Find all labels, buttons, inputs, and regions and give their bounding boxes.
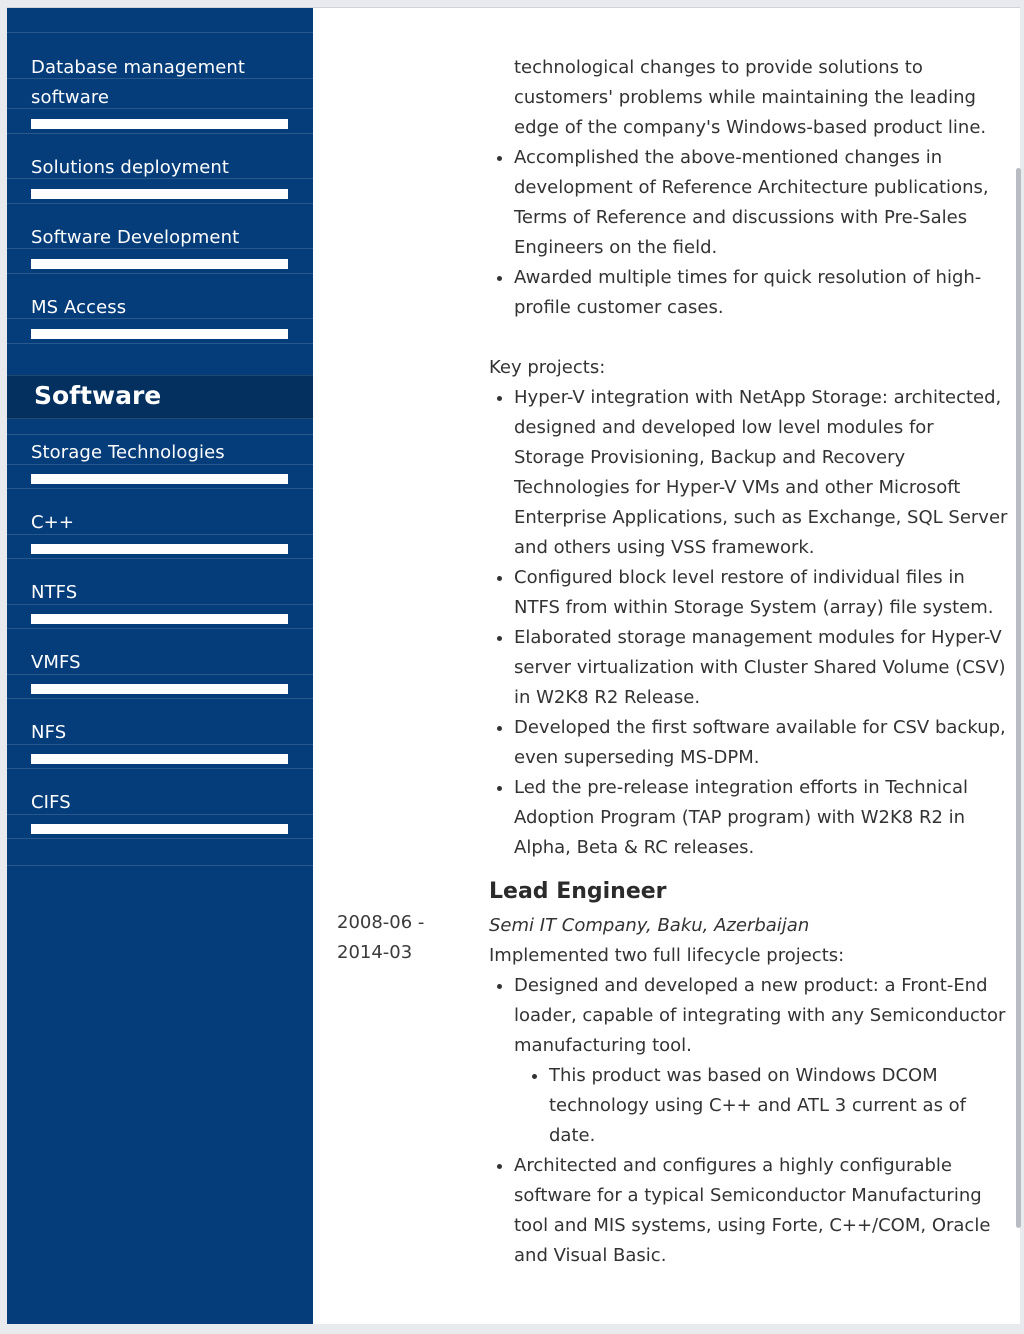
section-heading-software [7, 375, 313, 419]
divider [7, 32, 313, 33]
skill-name: Software Development [31, 227, 240, 248]
skill-name: Storage Technologies [31, 442, 225, 463]
divider [7, 434, 313, 435]
divider [7, 273, 313, 274]
skill-name: Database management software [31, 57, 246, 108]
resume-page [7, 7, 1020, 1324]
job-date-end: 2014-03 [337, 942, 413, 963]
skill-name: CIFS [31, 792, 71, 813]
job-company: Semi IT Company, Baku, Azerbaijan [489, 915, 810, 936]
job-date-start: 2008-06 - [337, 912, 425, 933]
list-item [514, 971, 1009, 1151]
key-projects-label: Key projects: [489, 357, 606, 378]
divider [7, 698, 313, 699]
list-item: • This product was based on Windows DCOM technology using C++ and ATL 3 current as of date. [549, 1061, 1009, 1151]
divider [7, 133, 313, 134]
skill-level-bar [31, 119, 288, 129]
divider [7, 343, 313, 344]
divider [7, 768, 313, 769]
skill-name: Solutions deployment [31, 157, 230, 178]
list-item: • Hyper-V integration with NetApp Storage: architected, designed and developed low level modules for Storage Provisioning, Backup and Recovery Technologies for Hyper-V VMs and other Microsoft Enterprise Applications, such as Exchange, SQL Server and others using VSS framework. [514, 383, 1009, 563]
skill-name: NFS [31, 722, 67, 743]
divider [7, 488, 313, 489]
skills-sidebar [7, 8, 313, 1324]
divider [7, 558, 313, 559]
skill-level-bar [31, 684, 288, 694]
skill-level-bar [31, 754, 288, 764]
divider [7, 838, 313, 839]
skill-level-bar [31, 189, 288, 199]
list-item: • Developed the first software available for CSV backup, even superseding MS-DPM. [514, 713, 1009, 773]
job-intro: Implemented two full lifecycle projects: [489, 945, 845, 966]
list-item: • Accomplished the above-mentioned changes in development of Reference Architecture publications, Terms of Reference and discussions with Pre-Sales Engineers on the field. [514, 143, 1009, 263]
list-item-text: Designed and developed a new product: a Front-End loader, capable of integrating with any Semiconductor manufacturing tool. [514, 975, 1006, 1056]
list-item: • Configured block level restore of individual files in NTFS from within Storage System (array) file system. [514, 563, 1009, 623]
list-item: • Awarded multiple times for quick resolution of high-profile customer cases. [514, 263, 1009, 323]
skill-name: VMFS [31, 652, 81, 673]
divider [7, 865, 313, 866]
skill-level-bar [31, 824, 288, 834]
skill-name: MS Access [31, 297, 127, 318]
key-projects-list [489, 383, 1009, 863]
skill-level-bar [31, 329, 288, 339]
experience-main [313, 8, 1020, 1324]
sub-bullet-list [514, 1061, 1009, 1151]
divider [7, 203, 313, 204]
skill-level-bar [31, 259, 288, 269]
skill-level-bar [31, 544, 288, 554]
list-item: • Led the pre-release integration efforts in Technical Adoption Program (TAP program) with W2K8 R2 in Alpha, Beta & RC releases. [514, 773, 1009, 863]
job-dates [337, 908, 424, 968]
skill-name: C++ [31, 512, 75, 533]
job-title: Lead Engineer [489, 879, 667, 904]
job-bullet-list [489, 971, 1009, 1271]
divider [7, 628, 313, 629]
section-title: Software [34, 381, 162, 410]
list-item: • Elaborated storage management modules for Hyper-V server virtualization with Cluster Shared Volume (CSV) in W2K8 R2 Release. [514, 623, 1009, 713]
list-item: • Architected and configures a highly configurable software for a typical Semiconductor Manufacturing tool and MIS systems, using Forte, C++/COM, Oracle and Visual Basic. [514, 1151, 1009, 1271]
skill-level-bar [31, 474, 288, 484]
skill-name: NTFS [31, 582, 78, 603]
skill-level-bar [31, 614, 288, 624]
bullet-continuation: technological changes to provide solutions to customers' problems while maintaining the leading edge of the company's Windows-based product line. [514, 57, 987, 138]
responsibility-list [489, 143, 1009, 323]
scrollbar[interactable] [1016, 168, 1021, 1228]
experience-content [489, 53, 1009, 1271]
